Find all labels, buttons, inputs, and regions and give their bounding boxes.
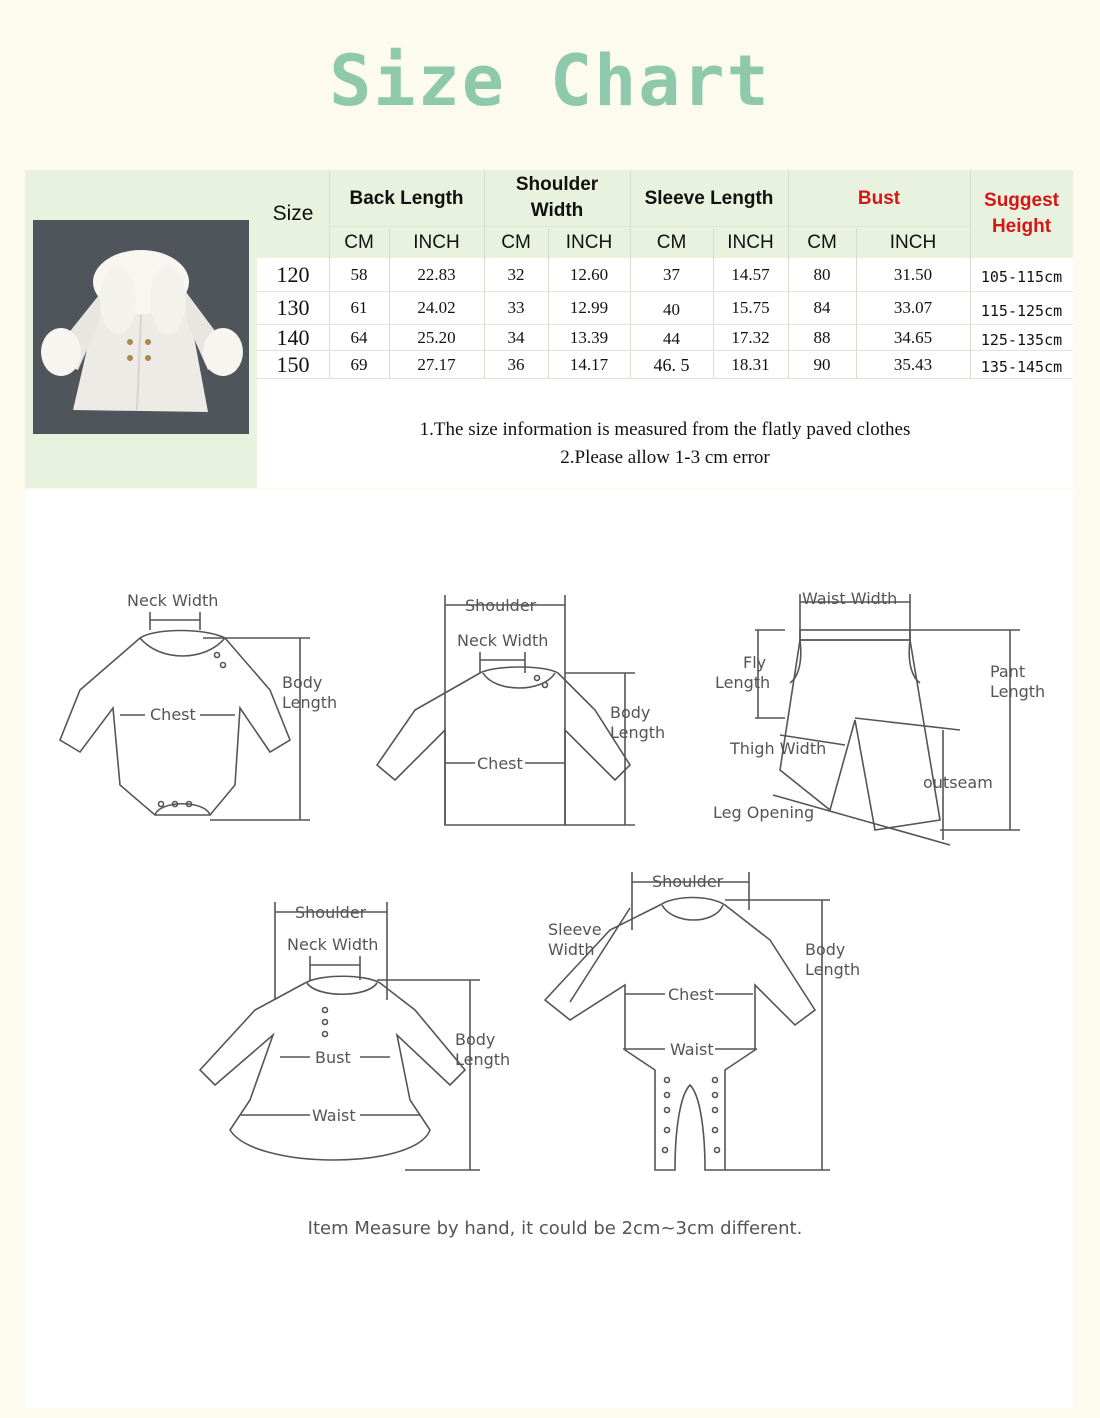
table-cell: 17.32	[731, 328, 770, 347]
size-table	[25, 170, 1073, 488]
diagram-label: Sleeve	[548, 920, 602, 939]
product-photo	[33, 220, 249, 434]
diagram-label: Length	[805, 960, 861, 979]
table-cell: 34	[507, 328, 525, 347]
diagram-label: Length	[715, 673, 771, 692]
table-cell: 64	[350, 328, 368, 347]
table-cell: 12.60	[569, 265, 609, 284]
unit-cm: CM	[501, 232, 531, 253]
back-length-header: Back Length	[349, 188, 464, 209]
measure-note: Item Measure by hand, it could be 2cm~3cm different.	[307, 1218, 803, 1239]
diagram-label: Neck Width	[457, 631, 549, 650]
table-cell: 35.43	[893, 354, 933, 374]
table-cell: 37	[663, 265, 680, 284]
table-cell: 33.07	[893, 298, 933, 317]
table-cell: 32	[507, 265, 525, 284]
size-cell: 120	[276, 262, 310, 287]
diagram-label: Waist Width	[802, 589, 898, 608]
divider	[257, 291, 1073, 292]
table-cell: 61	[350, 298, 368, 317]
table-cell: 15.75	[731, 298, 770, 317]
table-cell: 69	[350, 354, 368, 374]
table-cell: 24.02	[417, 298, 456, 317]
diagram-label: Waist	[312, 1106, 356, 1125]
diagram-label: Thigh Width	[730, 739, 827, 758]
page-title: Size Chart	[329, 40, 771, 122]
table-cell: 14.57	[731, 265, 770, 284]
table-cell: 27.17	[417, 354, 456, 374]
diagram-label: Chest	[477, 754, 523, 773]
divider	[329, 226, 970, 227]
unit-inch: INCH	[565, 232, 613, 253]
size-header: Size	[272, 202, 314, 225]
measurement-diagrams	[25, 490, 1073, 1408]
diagram-label: Body	[282, 673, 323, 692]
diagram-label: outseam	[923, 773, 993, 792]
size-cell: 150	[276, 351, 310, 377]
suggest-height-header: Suggest Height	[984, 190, 1059, 237]
note-line: 2.Please allow 1-3 cm error	[560, 447, 770, 468]
dress-diagram	[200, 902, 510, 1170]
unit-inch: INCH	[889, 232, 937, 253]
diagram-label: Pant	[990, 662, 1026, 681]
diagram-label: Body	[805, 940, 846, 959]
coat-image	[33, 220, 249, 434]
table-cell: 44	[663, 329, 680, 348]
shoulder-width-header: Shoulder Width	[515, 174, 599, 221]
romper-diagram	[545, 872, 860, 1170]
table-cell: 13.39	[569, 328, 609, 347]
table-cell: 36	[507, 354, 525, 374]
table-cell: 31.50	[893, 265, 933, 284]
diagram-label: Length	[610, 723, 666, 742]
diagram-label: Neck Width	[287, 935, 379, 954]
size-cell: 130	[276, 295, 310, 320]
table-cell: 18.31	[731, 354, 770, 374]
diagram-label: Body	[455, 1030, 496, 1049]
unit-cm: CM	[656, 232, 687, 253]
note-line: 1.The size information is measured from the flatly paved clothes	[419, 419, 911, 440]
pants-diagram	[713, 589, 1045, 845]
table-cell: 84	[813, 298, 831, 317]
table-cell: 80	[813, 265, 831, 284]
size-cell: 140	[276, 325, 310, 350]
shirt-diagram	[377, 595, 665, 825]
height-cell: 115-125cm	[980, 302, 1063, 320]
diagram-label: Neck Width	[127, 591, 219, 610]
unit-inch: INCH	[727, 232, 774, 253]
diagram-label: Length	[455, 1050, 511, 1069]
diagram-label: Shoulder	[652, 872, 724, 891]
height-cell: 135-145cm	[980, 357, 1063, 376]
table-cell: 14.17	[569, 354, 609, 374]
table-cell: 12.99	[569, 298, 609, 317]
table-cell: 22.83	[417, 265, 456, 284]
sleeve-length-header: Sleeve Length	[644, 188, 774, 209]
unit-inch: INCH	[413, 232, 460, 253]
diagram-label: Waist	[670, 1040, 714, 1059]
bodysuit-diagram	[60, 591, 337, 820]
diagram-svg	[25, 490, 1073, 1408]
height-cell: 105-115cm	[980, 268, 1063, 286]
unit-cm: CM	[807, 232, 837, 253]
table-cell: 34.65	[893, 328, 933, 347]
table-cell: 90	[813, 354, 831, 374]
diagram-label: Length	[282, 693, 338, 712]
height-cell: 125-135cm	[980, 331, 1063, 349]
table-cell: 88	[813, 328, 831, 347]
diagram-label: Body	[610, 703, 651, 722]
diagram-label: Leg Opening	[713, 803, 815, 822]
diagram-label: Chest	[150, 705, 196, 724]
bust-header: Bust	[857, 188, 901, 209]
unit-cm: CM	[344, 232, 374, 253]
table-cell: 40	[663, 300, 680, 319]
diagram-label: Shoulder	[465, 596, 537, 615]
diagram-label: Fly	[743, 653, 767, 672]
diagram-label: Width	[548, 940, 595, 959]
table-cell: 58	[350, 265, 368, 284]
table-cell: 25.20	[417, 328, 456, 347]
diagram-label: Chest	[668, 985, 714, 1004]
table-cell: 46. 5	[653, 355, 690, 375]
diagram-label: Length	[990, 682, 1046, 701]
table-cell: 33	[507, 298, 525, 317]
diagram-label: Shoulder	[295, 903, 367, 922]
diagram-label: Bust	[315, 1048, 351, 1067]
